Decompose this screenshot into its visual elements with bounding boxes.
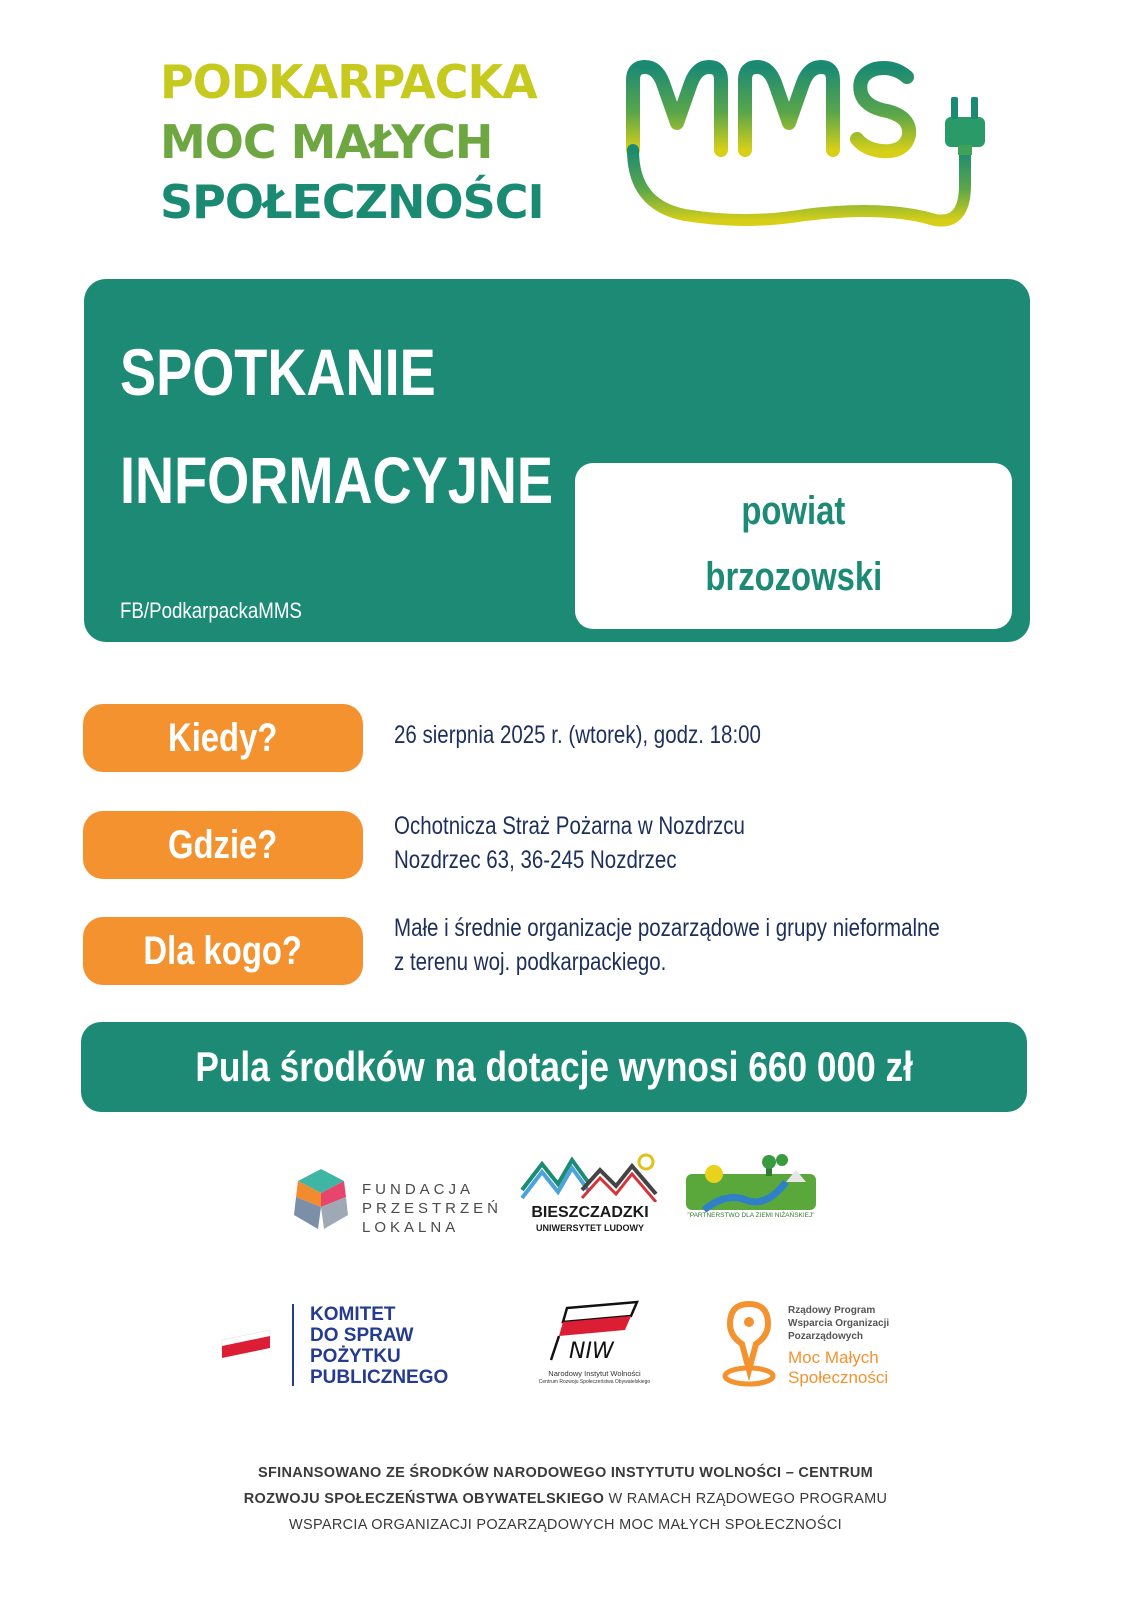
fpl-logo-icon (290, 1167, 352, 1231)
mms-pin-icon (718, 1300, 780, 1390)
audience-text: Małe i średnie organizacje pozarządowe i grupy nieformalne z terenu woj. podkarpackiego. (394, 914, 940, 976)
county-line-1: powiat (741, 489, 846, 533)
title-line-2: INFORMACYJNE (120, 443, 553, 517)
buli-logo-text: BIESZCZADZKI UNIWERSYTET LUDOWY (531, 1204, 649, 1233)
mms-plug-logo-icon (625, 55, 995, 235)
funding-banner: Pula środków na dotacje wynosi 660 000 zł (81, 1022, 1027, 1112)
county-label (575, 478, 1012, 610)
fpl-logo-text: FUNDACJA PRZESTRZEŃ LOKALNA (362, 1181, 503, 1236)
audience-badge: Dla kogo? (83, 917, 363, 985)
niw-logo-icon (545, 1300, 645, 1366)
mms-program-text: Moc Małych Społeczności (788, 1348, 889, 1387)
kdspp-logo-text: KOMITET DO SPRAW POŻYTKU PUBLICZNEGO (310, 1304, 449, 1388)
when-badge: Kiedy? (83, 704, 363, 772)
title-line-1: SPOTKANIE (120, 335, 436, 409)
pdzn-logo-text: "PARTNERSTWO DLA ZIEMI NIŻAŃSKIEJ" (687, 1212, 815, 1219)
rp-program-text: Rządowy Program Wsparcia Organizacji Pozarządowych (788, 1305, 890, 1342)
where-badge: Gdzie? (83, 811, 363, 879)
pdzn-landscape-icon (686, 1152, 816, 1212)
niw-logo-text: Narodowy Instytut Wolności Centrum Rozwoju Społeczeństwa Obywatelskiego (538, 1369, 651, 1385)
buli-mountains-icon (520, 1150, 660, 1202)
funding-disclaimer: SFINANSOWANO ZE ŚRODKÓW NARODOWEGO INSTYTUTU WOLNOŚCI – CENTRUM ROZWOJU SPOŁECZEŃSTWA OBYWATELSKIEGO W RAMACH RZĄDOWEGO PROGRAMU WSPARCIA ORGANIZACJI POZARZĄDOWYCH MOC MAŁYCH SPOŁECZNOŚCI (243, 1465, 888, 1533)
poland-flag-icon (220, 1328, 272, 1358)
facebook-handle: FB/PodkarpackaMMS (120, 598, 302, 623)
county-line-2: brzozowski (705, 555, 882, 599)
niw-mark: NIW (569, 1339, 614, 1364)
kdspp-divider (292, 1304, 294, 1386)
logo-line-3: SPOŁECZNOŚCI (160, 175, 544, 229)
logo-line-1: PODKARPACKA (160, 55, 537, 109)
where-text: Ochotnicza Straż Pożarna w Nozdrzcu Nozdrzec 63, 36-245 Nozdrzec (394, 812, 745, 874)
event-title (120, 318, 553, 534)
program-logo-text (160, 52, 544, 232)
when-text: 26 sierpnia 2025 r. (wtorek), godz. 18:00 (394, 721, 761, 749)
logo-line-2: MOC MAŁYCH (160, 115, 493, 169)
